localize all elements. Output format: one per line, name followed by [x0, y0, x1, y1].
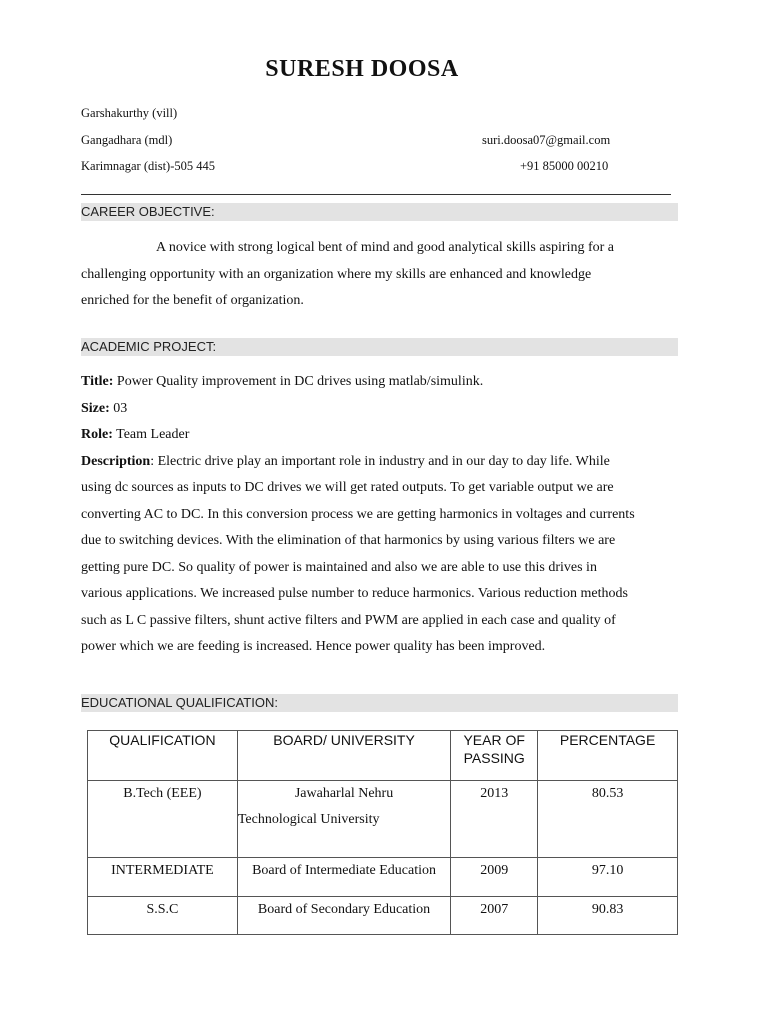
project-title-label: Title:: [81, 374, 114, 389]
cell-qualification: B.Tech (EEE): [88, 781, 238, 858]
board-line: Jawaharlal Nehru: [294, 786, 394, 801]
description-line: getting pure DC. So quality of power is maintained and also we are able to use this drives in: [81, 559, 597, 575]
cell-board: Board of Intermediate Education: [237, 858, 450, 897]
project-description-first: : Electric drive play an important role in industry and in our day to day life. While: [150, 453, 610, 469]
col-board: BOARD/ UNIVERSITY: [237, 731, 450, 781]
description-line: various applications. We increased pulse number to reduce harmonics. Various reduction methods: [81, 586, 628, 601]
table-row: [88, 858, 678, 897]
address-mandal: Gangadhara (mdl): [81, 133, 173, 147]
career-line: enriched for the benefit of organization.: [81, 293, 304, 308]
header-divider: [81, 194, 671, 195]
project-role-label: Role:: [81, 427, 113, 442]
col-percentage: PERCENTAGE: [538, 731, 678, 781]
career-objective-text: [81, 235, 681, 315]
cell-year: 2013: [451, 781, 538, 858]
project-size-value: 03: [109, 400, 128, 416]
career-line: challenging opportunity with an organization where my skills are enhanced and knowledge: [81, 266, 592, 282]
cell-year: 2009: [451, 858, 538, 897]
cell-board: [237, 781, 450, 858]
col-year-line2: PASSING: [463, 750, 525, 766]
section-academic-project: ACADEMIC PROJECT:: [81, 338, 678, 356]
cell-qualification: S.S.C: [88, 897, 238, 935]
section-career-objective: CAREER OBJECTIVE:: [81, 203, 678, 221]
project-size-row: [81, 396, 681, 423]
resume-name: SURESH DOOSA: [265, 56, 459, 82]
project-description-row: [81, 449, 681, 476]
col-year-line1: YEAR OF: [463, 732, 525, 748]
cell-percentage: 90.83: [538, 897, 678, 935]
career-line: A novice with strong logical bent of mind and good analytical skills aspiring for a: [156, 240, 615, 255]
education-table: [87, 730, 678, 935]
description-line: due to switching devices. With the elimination of that harmonics by using various filters we are: [81, 533, 616, 548]
phone-text: +91 85000 00210: [520, 159, 609, 173]
cell-board: Board of Secondary Education: [237, 897, 450, 935]
board-line: Technological University: [237, 812, 380, 827]
description-line: power which we are feeding is increased. Hence power quality has been improved.: [81, 639, 546, 654]
email-text: suri.doosa07@gmail.com: [482, 133, 611, 147]
description-line: using dc sources as inputs to DC drives we will get rated outputs. To get variable output we are: [81, 480, 614, 495]
project-size-label: Size:: [81, 400, 110, 416]
col-qualification: QUALIFICATION: [88, 731, 238, 781]
cell-qualification: INTERMEDIATE: [88, 858, 238, 897]
project-role-row: [81, 422, 681, 449]
col-year: [451, 731, 538, 781]
table-row: [88, 781, 678, 858]
description-line: such as L C passive filters, shunt active filters and PWM are applied in each case and quality of: [81, 612, 616, 628]
address-village: Garshakurthy (vill): [81, 106, 178, 120]
cell-percentage: 80.53: [538, 781, 678, 858]
project-title-value: Power Quality improvement in DC drives using matlab/simulink.: [113, 374, 484, 389]
project-role-value: Team Leader: [112, 427, 190, 442]
description-line: converting AC to DC. In this conversion process we are getting harmonics in voltages and currents: [81, 506, 635, 522]
cell-year: 2007: [451, 897, 538, 935]
section-educational-qualification: EDUCATIONAL QUALIFICATION:: [81, 694, 678, 712]
project-title-row: [81, 369, 681, 396]
project-details: [81, 369, 681, 661]
table-row: [88, 897, 678, 935]
cell-percentage: 97.10: [538, 858, 678, 897]
project-description-label: Description: [81, 453, 151, 469]
table-header-row: [88, 731, 678, 781]
address-district: Karimnagar (dist)-505 445: [81, 159, 215, 173]
